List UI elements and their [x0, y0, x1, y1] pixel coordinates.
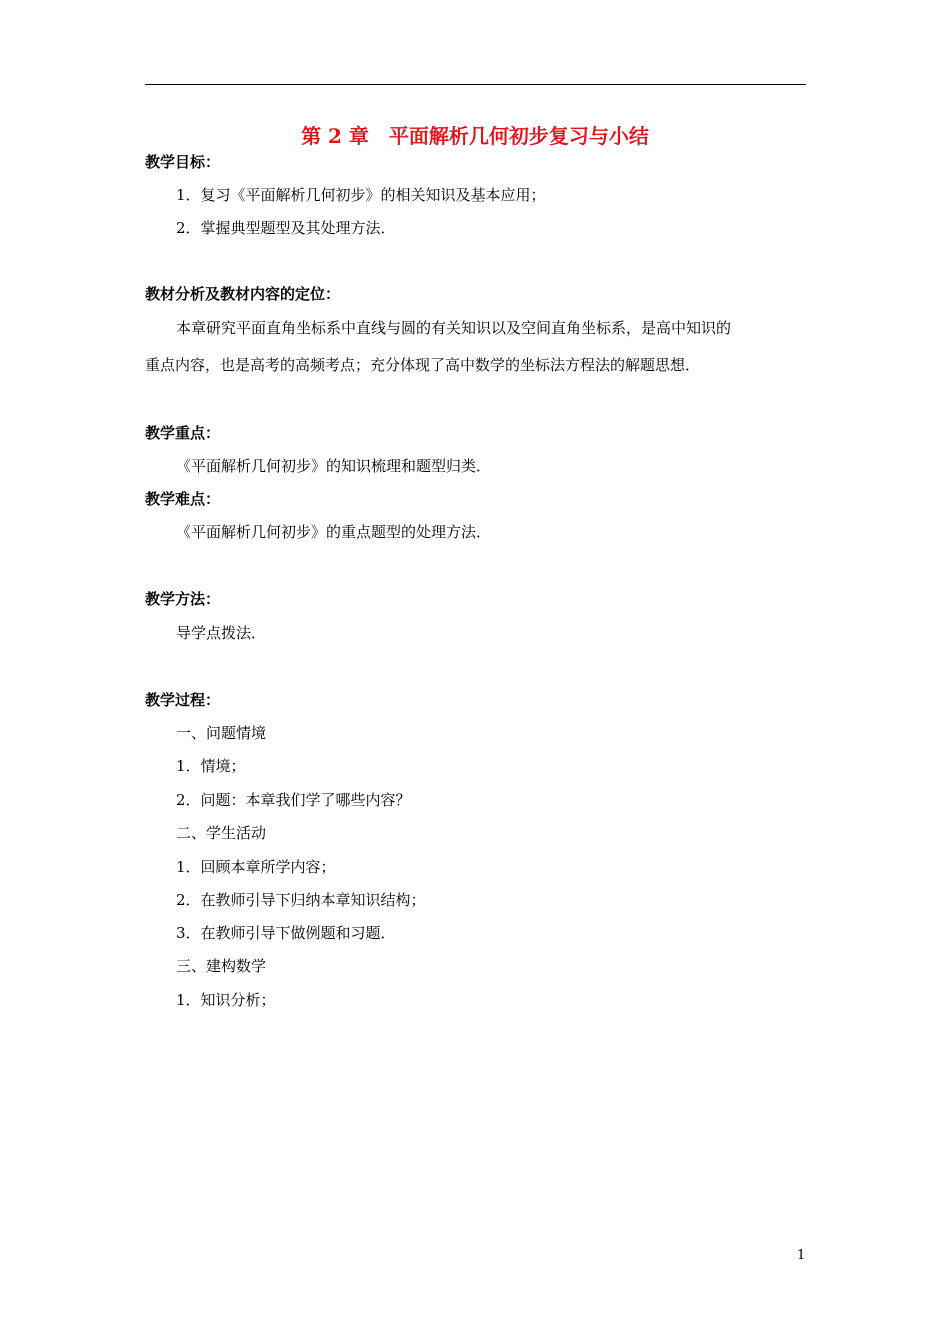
- key-points-text: 《平面解析几何初步》的知识梳理和题型归类．: [176, 457, 492, 475]
- method-text: 导学点拨法．: [176, 624, 267, 642]
- process-heading: 教学过程：: [145, 691, 221, 709]
- process-item: 2．问题：本章我们学了哪些内容？: [176, 791, 411, 809]
- header-rule: [145, 84, 806, 85]
- process-item: 1．情境；: [176, 757, 246, 775]
- process-item: 1．回顾本章所学内容；: [176, 858, 336, 876]
- process-item: 二、学生活动: [176, 824, 267, 842]
- difficulties-heading: 教学难点：: [145, 490, 221, 508]
- page-number: 1: [797, 1248, 806, 1263]
- goals-item: 1．复习《平面解析几何初步》的相关知识及基本应用；: [176, 186, 546, 204]
- analysis-paragraph-line: 重点内容，也是高考的高频考点；充分体现了高中数学的坐标法方程法的解题思想．: [145, 356, 701, 374]
- process-item: 1．知识分析；: [176, 991, 276, 1009]
- chapter-title: 第 2 章 平面解析几何初步复习与小结: [301, 124, 649, 148]
- process-item: 3．在教师引导下做例题和习题．: [176, 924, 396, 942]
- method-heading: 教学方法：: [145, 590, 221, 608]
- process-item: 三、建构数学: [176, 957, 267, 975]
- goals-heading: 教学目标：: [145, 153, 221, 171]
- process-item: 2．在教师引导下归纳本章知识结构；: [176, 891, 426, 909]
- key-points-heading: 教学重点：: [145, 424, 221, 442]
- difficulties-text: 《平面解析几何初步》的重点题型的处理方法．: [176, 523, 492, 541]
- analysis-heading: 教材分析及教材内容的定位：: [145, 285, 341, 303]
- analysis-paragraph-line: 本章研究平面直角坐标系中直线与圆的有关知识以及空间直角坐标系，是高中知识的: [176, 319, 732, 337]
- process-item: 一、问题情境: [176, 724, 267, 742]
- goals-item: 2．掌握典型题型及其处理方法．: [176, 219, 396, 237]
